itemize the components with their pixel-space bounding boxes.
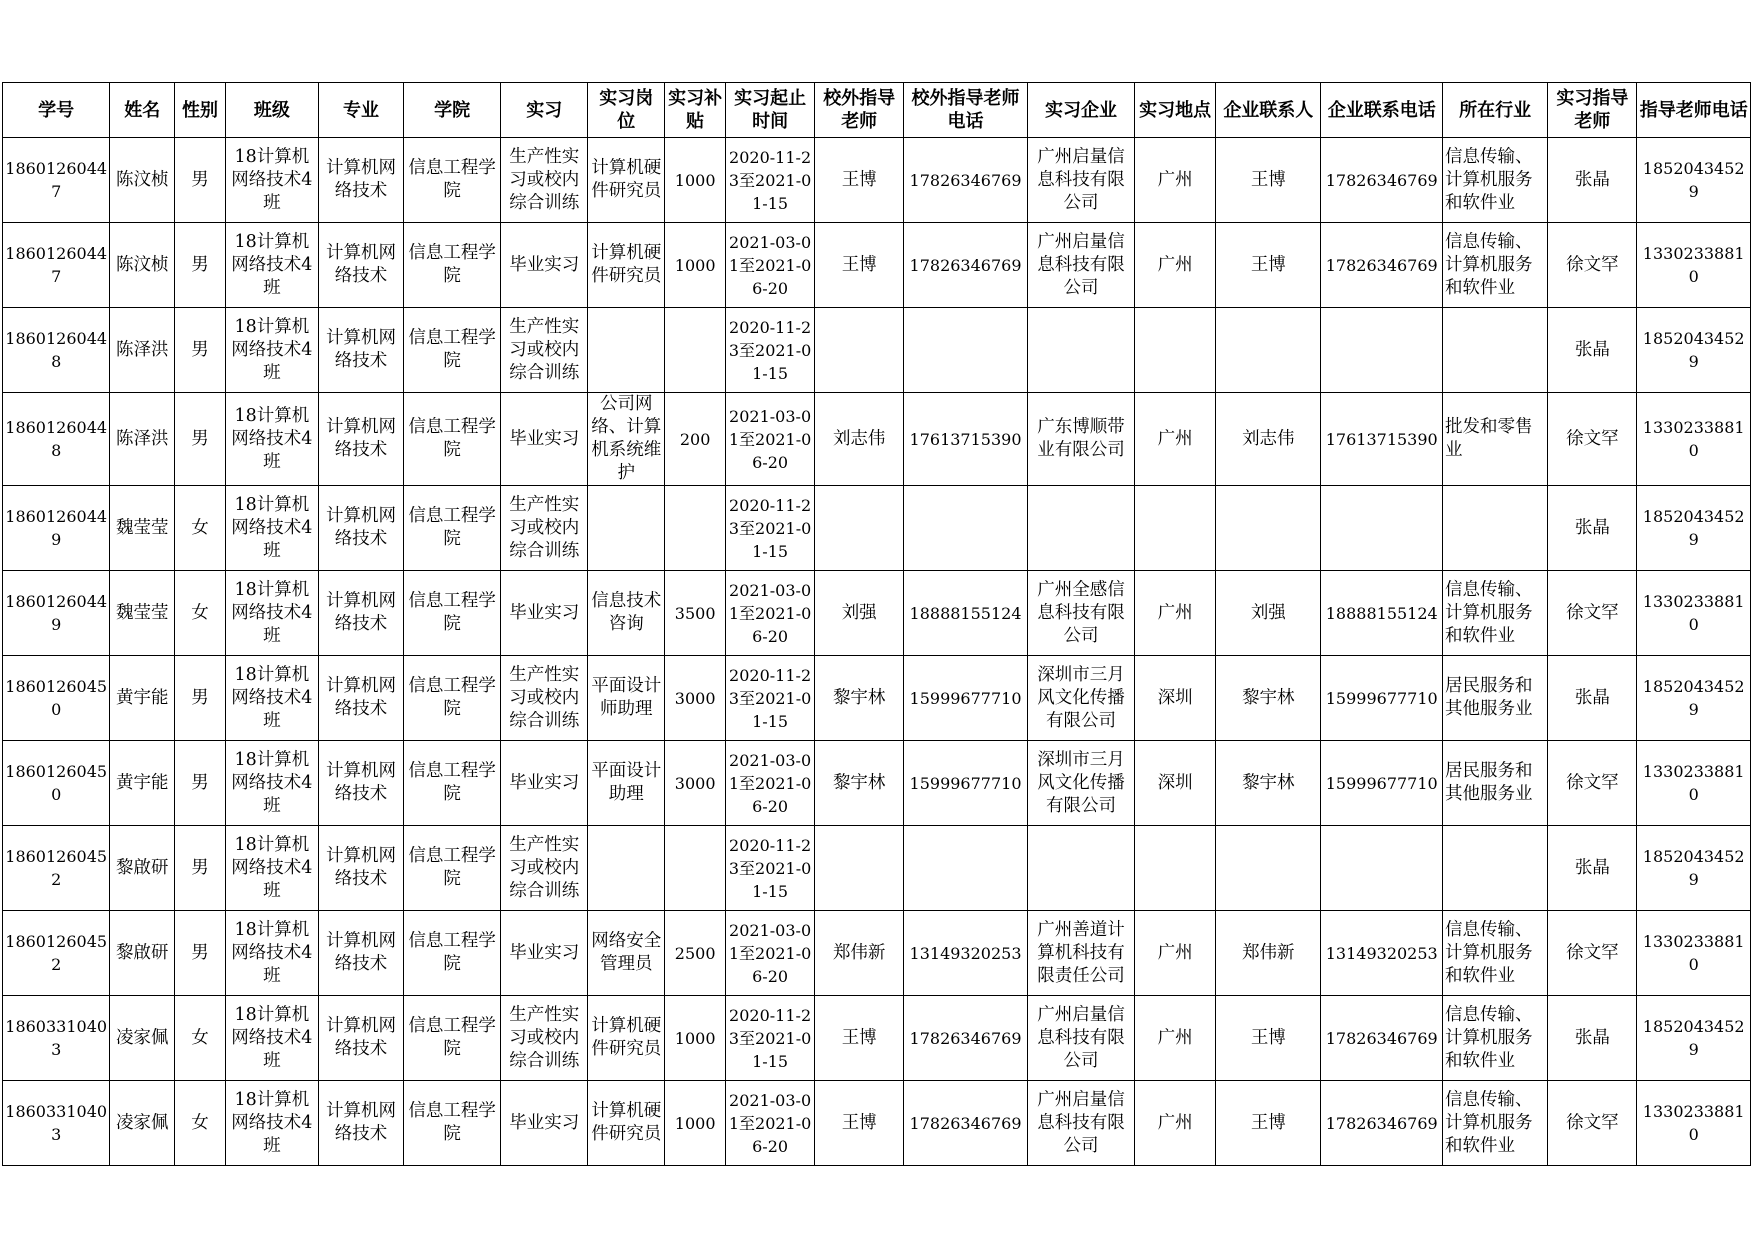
cell-position xyxy=(588,826,665,911)
cell-major: 计算机网络技术 xyxy=(318,393,403,486)
cell-gender: 男 xyxy=(175,911,226,996)
cell-major: 计算机网络技术 xyxy=(318,656,403,741)
col-header-internship: 实习 xyxy=(501,83,588,138)
cell-major: 计算机网络技术 xyxy=(318,486,403,571)
cell-college: 信息工程学院 xyxy=(404,486,501,571)
cell-external-mentor xyxy=(815,308,904,393)
col-header-location: 实习地点 xyxy=(1135,83,1216,138)
cell-location: 广州 xyxy=(1135,223,1216,308)
cell-company-contact: 郑伟新 xyxy=(1216,911,1321,996)
col-header-college: 学院 xyxy=(404,83,501,138)
cell-name: 黎啟研 xyxy=(110,826,175,911)
cell-name: 凌家佩 xyxy=(110,996,175,1081)
cell-subsidy xyxy=(665,826,726,911)
cell-class: 18计算机网络技术4班 xyxy=(225,1081,318,1166)
col-header-student-id: 学号 xyxy=(3,83,110,138)
cell-company-contact xyxy=(1216,308,1321,393)
cell-company-contact: 黎宇林 xyxy=(1216,656,1321,741)
cell-location: 广州 xyxy=(1135,393,1216,486)
cell-position: 计算机硬件研究员 xyxy=(588,996,665,1081)
cell-mentor-phone: 13302338810 xyxy=(1637,571,1751,656)
col-header-company: 实习企业 xyxy=(1027,83,1134,138)
cell-external-mentor xyxy=(815,486,904,571)
cell-period xyxy=(726,308,815,393)
cell-position: 公司网络、计算机系统维护 xyxy=(588,393,665,486)
cell-company: 广州善道计算机科技有限责任公司 xyxy=(1027,911,1134,996)
cell-period xyxy=(726,223,815,308)
cell-external-mentor: 黎宇林 xyxy=(815,656,904,741)
cell-college: 信息工程学院 xyxy=(404,656,501,741)
cell-mentor-phone: 13302338810 xyxy=(1637,1081,1751,1166)
cell-external-mentor-phone: 18888155124 xyxy=(904,571,1028,656)
col-header-position: 实习岗位 xyxy=(588,83,665,138)
table-row xyxy=(3,826,1751,911)
cell-position: 计算机硬件研究员 xyxy=(588,223,665,308)
cell-gender: 男 xyxy=(175,826,226,911)
cell-subsidy: 2500 xyxy=(665,911,726,996)
cell-major: 计算机网络技术 xyxy=(318,571,403,656)
cell-industry: 信息传输、计算机服务和软件业 xyxy=(1442,571,1547,656)
cell-period xyxy=(726,1081,815,1166)
cell-mentor: 张晶 xyxy=(1548,826,1637,911)
cell-student-id: 18601260452 xyxy=(3,826,110,911)
cell-gender: 男 xyxy=(175,223,226,308)
cell-company xyxy=(1027,308,1134,393)
cell-external-mentor-phone: 17826346769 xyxy=(904,223,1028,308)
cell-location: 广州 xyxy=(1135,911,1216,996)
cell-company-phone: 13149320253 xyxy=(1321,911,1443,996)
cell-class: 18计算机网络技术4班 xyxy=(225,741,318,826)
cell-period xyxy=(726,741,815,826)
cell-industry xyxy=(1442,308,1547,393)
cell-company-phone xyxy=(1321,486,1443,571)
cell-college: 信息工程学院 xyxy=(404,393,501,486)
cell-gender: 女 xyxy=(175,1081,226,1166)
cell-company: 广州启量信息科技有限公司 xyxy=(1027,996,1134,1081)
cell-student-id: 18601260449 xyxy=(3,571,110,656)
cell-subsidy: 1000 xyxy=(665,996,726,1081)
cell-name: 黄宇能 xyxy=(110,741,175,826)
cell-external-mentor-phone: 15999677710 xyxy=(904,656,1028,741)
cell-company: 广州启量信息科技有限公司 xyxy=(1027,138,1134,223)
cell-major: 计算机网络技术 xyxy=(318,741,403,826)
cell-mentor: 张晶 xyxy=(1548,308,1637,393)
cell-major: 计算机网络技术 xyxy=(318,138,403,223)
cell-college: 信息工程学院 xyxy=(404,223,501,308)
cell-mentor: 徐文罕 xyxy=(1548,223,1637,308)
cell-subsidy: 3000 xyxy=(665,656,726,741)
cell-company-phone: 17826346769 xyxy=(1321,223,1443,308)
cell-class: 18计算机网络技术4班 xyxy=(225,308,318,393)
cell-external-mentor-phone: 17826346769 xyxy=(904,996,1028,1081)
cell-period xyxy=(726,911,815,996)
cell-student-id: 18601260449 xyxy=(3,486,110,571)
cell-student-id: 18601260450 xyxy=(3,656,110,741)
cell-external-mentor: 王博 xyxy=(815,996,904,1081)
cell-company-phone: 18888155124 xyxy=(1321,571,1443,656)
cell-company: 广东博顺带业有限公司 xyxy=(1027,393,1134,486)
cell-class: 18计算机网络技术4班 xyxy=(225,138,318,223)
cell-location: 深圳 xyxy=(1135,656,1216,741)
cell-external-mentor-phone xyxy=(904,826,1028,911)
cell-gender: 男 xyxy=(175,656,226,741)
cell-mentor-phone: 13302338810 xyxy=(1637,393,1751,486)
cell-internship: 毕业实习 xyxy=(501,223,588,308)
cell-class: 18计算机网络技术4班 xyxy=(225,571,318,656)
cell-internship: 生产性实习或校内综合训练 xyxy=(501,138,588,223)
period-text: 2020-11-23至2021-01-15 xyxy=(728,665,812,731)
cell-name: 陈泽洪 xyxy=(110,308,175,393)
cell-position: 平面设计师助理 xyxy=(588,656,665,741)
period-text: 2021-03-01至2021-06-20 xyxy=(728,1090,812,1156)
cell-gender: 男 xyxy=(175,393,226,486)
cell-company-contact: 刘志伟 xyxy=(1216,393,1321,486)
cell-student-id: 18603310403 xyxy=(3,1081,110,1166)
cell-mentor-phone: 18520434529 xyxy=(1637,486,1751,571)
cell-major: 计算机网络技术 xyxy=(318,911,403,996)
cell-position xyxy=(588,486,665,571)
cell-class: 18计算机网络技术4班 xyxy=(225,996,318,1081)
cell-internship: 毕业实习 xyxy=(501,1081,588,1166)
cell-student-id: 18601260448 xyxy=(3,308,110,393)
cell-mentor-phone: 18520434529 xyxy=(1637,656,1751,741)
cell-subsidy: 3000 xyxy=(665,741,726,826)
cell-mentor-phone: 13302338810 xyxy=(1637,223,1751,308)
table-row xyxy=(3,911,1751,996)
cell-mentor: 徐文罕 xyxy=(1548,1081,1637,1166)
cell-location xyxy=(1135,826,1216,911)
cell-major: 计算机网络技术 xyxy=(318,308,403,393)
cell-position: 计算机硬件研究员 xyxy=(588,1081,665,1166)
cell-industry xyxy=(1442,486,1547,571)
cell-class: 18计算机网络技术4班 xyxy=(225,911,318,996)
cell-class: 18计算机网络技术4班 xyxy=(225,656,318,741)
cell-subsidy: 200 xyxy=(665,393,726,486)
cell-college: 信息工程学院 xyxy=(404,308,501,393)
internship-table xyxy=(2,82,1751,1166)
col-header-subsidy: 实习补贴 xyxy=(665,83,726,138)
cell-industry: 居民服务和其他服务业 xyxy=(1442,741,1547,826)
cell-gender: 男 xyxy=(175,138,226,223)
cell-industry: 信息传输、计算机服务和软件业 xyxy=(1442,996,1547,1081)
table-row xyxy=(3,741,1751,826)
cell-company-phone xyxy=(1321,826,1443,911)
cell-mentor-phone: 18520434529 xyxy=(1637,996,1751,1081)
cell-position: 信息技术咨询 xyxy=(588,571,665,656)
cell-period xyxy=(726,826,815,911)
cell-mentor-phone: 13302338810 xyxy=(1637,741,1751,826)
cell-company-contact: 黎宇林 xyxy=(1216,741,1321,826)
cell-period xyxy=(726,393,815,486)
table-body xyxy=(3,138,1751,1166)
cell-external-mentor: 王博 xyxy=(815,1081,904,1166)
cell-mentor: 徐文罕 xyxy=(1548,393,1637,486)
cell-company: 深圳市三月风文化传播有限公司 xyxy=(1027,656,1134,741)
cell-student-id: 18601260450 xyxy=(3,741,110,826)
col-header-mentor-phone: 指导老师电话 xyxy=(1637,83,1751,138)
table-row xyxy=(3,138,1751,223)
cell-period xyxy=(726,138,815,223)
cell-mentor-phone: 18520434529 xyxy=(1637,138,1751,223)
cell-mentor: 徐文罕 xyxy=(1548,571,1637,656)
cell-major: 计算机网络技术 xyxy=(318,223,403,308)
table-row xyxy=(3,996,1751,1081)
table-row xyxy=(3,1081,1751,1166)
cell-position xyxy=(588,308,665,393)
cell-name: 凌家佩 xyxy=(110,1081,175,1166)
cell-external-mentor: 刘志伟 xyxy=(815,393,904,486)
period-text: 2020-11-23至2021-01-15 xyxy=(728,495,812,561)
period-text: 2021-03-01至2021-06-20 xyxy=(728,406,812,472)
cell-company-phone xyxy=(1321,308,1443,393)
cell-industry: 居民服务和其他服务业 xyxy=(1442,656,1547,741)
cell-company-contact: 王博 xyxy=(1216,138,1321,223)
cell-college: 信息工程学院 xyxy=(404,571,501,656)
cell-class: 18计算机网络技术4班 xyxy=(225,486,318,571)
cell-company-contact xyxy=(1216,486,1321,571)
cell-company-phone: 17826346769 xyxy=(1321,996,1443,1081)
cell-company: 广州启量信息科技有限公司 xyxy=(1027,223,1134,308)
cell-class: 18计算机网络技术4班 xyxy=(225,826,318,911)
cell-external-mentor: 王博 xyxy=(815,138,904,223)
cell-mentor: 徐文罕 xyxy=(1548,741,1637,826)
cell-major: 计算机网络技术 xyxy=(318,826,403,911)
cell-student-id: 18601260447 xyxy=(3,138,110,223)
cell-internship: 毕业实习 xyxy=(501,741,588,826)
cell-period xyxy=(726,486,815,571)
cell-gender: 女 xyxy=(175,571,226,656)
cell-period xyxy=(726,656,815,741)
cell-student-id: 18603310403 xyxy=(3,996,110,1081)
table-row xyxy=(3,308,1751,393)
cell-class: 18计算机网络技术4班 xyxy=(225,393,318,486)
cell-industry: 信息传输、计算机服务和软件业 xyxy=(1442,223,1547,308)
cell-internship: 生产性实习或校内综合训练 xyxy=(501,826,588,911)
col-header-external-mentor: 校外指导老师 xyxy=(815,83,904,138)
cell-company-contact: 刘强 xyxy=(1216,571,1321,656)
cell-mentor-phone: 13302338810 xyxy=(1637,911,1751,996)
period-text: 2020-11-23至2021-01-15 xyxy=(728,1005,812,1071)
cell-subsidy: 3500 xyxy=(665,571,726,656)
col-header-mentor: 实习指导老师 xyxy=(1548,83,1637,138)
cell-gender: 男 xyxy=(175,308,226,393)
cell-gender: 女 xyxy=(175,996,226,1081)
cell-college: 信息工程学院 xyxy=(404,741,501,826)
cell-location xyxy=(1135,308,1216,393)
cell-industry: 信息传输、计算机服务和软件业 xyxy=(1442,911,1547,996)
period-text: 2021-03-01至2021-06-20 xyxy=(728,232,812,298)
cell-position: 平面设计助理 xyxy=(588,741,665,826)
cell-subsidy xyxy=(665,486,726,571)
cell-internship: 生产性实习或校内综合训练 xyxy=(501,486,588,571)
cell-industry: 信息传输、计算机服务和软件业 xyxy=(1442,138,1547,223)
table-row xyxy=(3,393,1751,486)
table-row xyxy=(3,571,1751,656)
cell-external-mentor: 刘强 xyxy=(815,571,904,656)
cell-name: 陈汶桢 xyxy=(110,138,175,223)
cell-internship: 毕业实习 xyxy=(501,393,588,486)
table-row xyxy=(3,656,1751,741)
col-header-company-phone: 企业联系电话 xyxy=(1321,83,1443,138)
table-row xyxy=(3,486,1751,571)
col-header-industry: 所在行业 xyxy=(1442,83,1547,138)
cell-external-mentor-phone xyxy=(904,486,1028,571)
cell-external-mentor: 黎宇林 xyxy=(815,741,904,826)
cell-company-phone: 17826346769 xyxy=(1321,138,1443,223)
cell-company xyxy=(1027,826,1134,911)
cell-external-mentor-phone: 17826346769 xyxy=(904,1081,1028,1166)
cell-industry: 批发和零售业 xyxy=(1442,393,1547,486)
cell-internship: 生产性实习或校内综合训练 xyxy=(501,996,588,1081)
cell-class: 18计算机网络技术4班 xyxy=(225,223,318,308)
cell-internship: 毕业实习 xyxy=(501,911,588,996)
cell-external-mentor: 王博 xyxy=(815,223,904,308)
col-header-external-mentor-phone: 校外指导老师电话 xyxy=(904,83,1028,138)
cell-gender: 男 xyxy=(175,741,226,826)
cell-external-mentor xyxy=(815,826,904,911)
cell-location: 深圳 xyxy=(1135,741,1216,826)
cell-company: 广州启量信息科技有限公司 xyxy=(1027,1081,1134,1166)
period-text: 2021-03-01至2021-06-20 xyxy=(728,920,812,986)
cell-external-mentor-phone xyxy=(904,308,1028,393)
cell-company-contact: 王博 xyxy=(1216,1081,1321,1166)
col-header-major: 专业 xyxy=(318,83,403,138)
cell-mentor: 张晶 xyxy=(1548,996,1637,1081)
cell-location: 广州 xyxy=(1135,1081,1216,1166)
period-text: 2020-11-23至2021-01-15 xyxy=(728,835,812,901)
cell-company-phone: 15999677710 xyxy=(1321,741,1443,826)
cell-name: 陈汶桢 xyxy=(110,223,175,308)
cell-industry: 信息传输、计算机服务和软件业 xyxy=(1442,1081,1547,1166)
cell-student-id: 18601260448 xyxy=(3,393,110,486)
col-header-name: 姓名 xyxy=(110,83,175,138)
cell-location: 广州 xyxy=(1135,571,1216,656)
cell-company xyxy=(1027,486,1134,571)
cell-college: 信息工程学院 xyxy=(404,1081,501,1166)
cell-position: 网络安全管理员 xyxy=(588,911,665,996)
cell-internship: 毕业实习 xyxy=(501,571,588,656)
cell-internship: 生产性实习或校内综合训练 xyxy=(501,308,588,393)
cell-student-id: 18601260447 xyxy=(3,223,110,308)
cell-mentor: 徐文罕 xyxy=(1548,911,1637,996)
cell-subsidy xyxy=(665,308,726,393)
cell-subsidy: 1000 xyxy=(665,1081,726,1166)
cell-location xyxy=(1135,486,1216,571)
cell-period xyxy=(726,571,815,656)
cell-location: 广州 xyxy=(1135,138,1216,223)
cell-position: 计算机硬件研究员 xyxy=(588,138,665,223)
period-text: 2021-03-01至2021-06-20 xyxy=(728,750,812,816)
cell-mentor: 张晶 xyxy=(1548,656,1637,741)
cell-name: 魏莹莹 xyxy=(110,571,175,656)
col-header-company-contact: 企业联系人 xyxy=(1216,83,1321,138)
cell-name: 黄宇能 xyxy=(110,656,175,741)
cell-major: 计算机网络技术 xyxy=(318,1081,403,1166)
cell-internship: 生产性实习或校内综合训练 xyxy=(501,656,588,741)
cell-subsidy: 1000 xyxy=(665,223,726,308)
cell-external-mentor-phone: 17613715390 xyxy=(904,393,1028,486)
period-text: 2021-03-01至2021-06-20 xyxy=(728,580,812,646)
cell-external-mentor: 郑伟新 xyxy=(815,911,904,996)
cell-college: 信息工程学院 xyxy=(404,911,501,996)
cell-college: 信息工程学院 xyxy=(404,138,501,223)
period-text: 2020-11-23至2021-01-15 xyxy=(728,317,812,383)
cell-company-phone: 15999677710 xyxy=(1321,656,1443,741)
cell-mentor-phone: 18520434529 xyxy=(1637,308,1751,393)
cell-college: 信息工程学院 xyxy=(404,996,501,1081)
cell-company: 深圳市三月风文化传播有限公司 xyxy=(1027,741,1134,826)
col-header-period: 实习起止时间 xyxy=(726,83,815,138)
cell-company-phone: 17826346769 xyxy=(1321,1081,1443,1166)
cell-company: 广州全感信息科技有限公司 xyxy=(1027,571,1134,656)
header-row xyxy=(3,83,1751,138)
cell-major: 计算机网络技术 xyxy=(318,996,403,1081)
col-header-class: 班级 xyxy=(225,83,318,138)
cell-external-mentor-phone: 13149320253 xyxy=(904,911,1028,996)
cell-company-contact: 王博 xyxy=(1216,996,1321,1081)
cell-period xyxy=(726,996,815,1081)
cell-company-contact xyxy=(1216,826,1321,911)
cell-name: 魏莹莹 xyxy=(110,486,175,571)
cell-industry xyxy=(1442,826,1547,911)
period-text: 2020-11-23至2021-01-15 xyxy=(728,147,812,213)
cell-name: 陈泽洪 xyxy=(110,393,175,486)
col-header-gender: 性别 xyxy=(175,83,226,138)
cell-subsidy: 1000 xyxy=(665,138,726,223)
cell-name: 黎啟研 xyxy=(110,911,175,996)
cell-external-mentor-phone: 15999677710 xyxy=(904,741,1028,826)
cell-mentor: 张晶 xyxy=(1548,486,1637,571)
cell-mentor-phone: 18520434529 xyxy=(1637,826,1751,911)
cell-college: 信息工程学院 xyxy=(404,826,501,911)
cell-company-phone: 17613715390 xyxy=(1321,393,1443,486)
cell-mentor: 张晶 xyxy=(1548,138,1637,223)
cell-gender: 女 xyxy=(175,486,226,571)
table-row xyxy=(3,223,1751,308)
cell-location: 广州 xyxy=(1135,996,1216,1081)
cell-student-id: 18601260452 xyxy=(3,911,110,996)
cell-company-contact: 王博 xyxy=(1216,223,1321,308)
cell-external-mentor-phone: 17826346769 xyxy=(904,138,1028,223)
